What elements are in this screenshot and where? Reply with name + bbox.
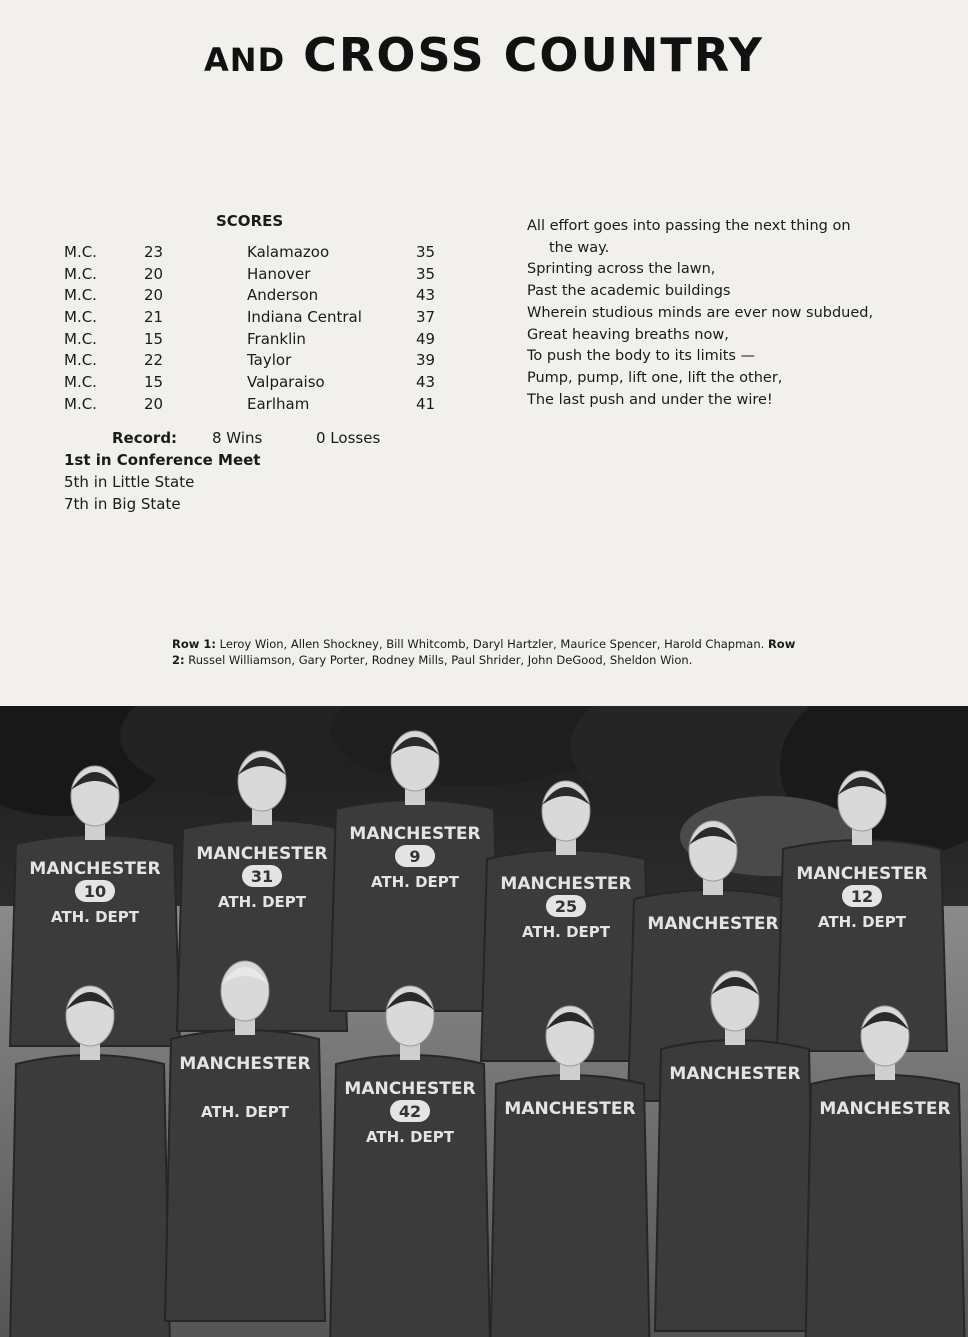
poem-line: All effort goes into passing the next thing on	[527, 218, 851, 234]
jersey-number: 9	[409, 847, 421, 866]
little-state-finish: 5th in Little State	[64, 473, 195, 491]
record-losses: 0 Losses	[316, 429, 381, 447]
meet-finishes	[64, 451, 260, 517]
poem-line: Pump, pump, lift one, lift the other,	[527, 369, 783, 386]
sweatshirt-lettering: MANCHESTER	[504, 1099, 636, 1119]
team-photo	[0, 706, 968, 1337]
sweatshirt-lettering: MANCHESTER	[500, 874, 632, 894]
caption-row1-names: Leroy Wion, Allen Shockney, Bill Whitcomb, Daryl Hartzler, Maurice Spencer, Harold Chapman.	[215, 637, 768, 651]
opponent-score: 35	[416, 243, 436, 261]
caption-row2-label: Row 2:	[172, 637, 796, 667]
team-score: 20	[144, 264, 164, 283]
sweatshirt-dept: ATH. DEPT	[817, 913, 907, 931]
opponent-score: 39	[416, 351, 436, 370]
sweatshirt-dept: ATH. DEPT	[50, 908, 140, 926]
sweatshirt	[10, 1055, 170, 1337]
opponent-name: Kalamazoo	[247, 243, 330, 261]
sweatshirt-lettering: MANCHESTER	[179, 1054, 311, 1074]
team-score: 20	[144, 286, 164, 305]
sweatshirt-lettering: MANCHESTER	[647, 914, 779, 934]
team-score: 20	[144, 394, 164, 413]
title-prefix: AND	[204, 41, 286, 79]
poem-line: Great heaving breaths now,	[527, 326, 729, 343]
jersey-number: 31	[250, 867, 274, 886]
conference-finish: 1st in Conference Meet	[64, 451, 261, 469]
opponent-name: Taylor	[247, 351, 292, 370]
record-wins: 8 Wins	[212, 429, 263, 447]
team-name: M.C.	[64, 264, 97, 283]
opponent-score: 41	[416, 394, 436, 413]
sweatshirt-lettering: MANCHESTER	[196, 844, 328, 864]
team-score: 21	[144, 308, 164, 327]
sweatshirt-lettering: MANCHESTER	[796, 864, 928, 884]
poem-line: the way.	[549, 239, 610, 256]
poem-line: Wherein studious minds are ever now subdued,	[527, 304, 874, 321]
team-score: 22	[144, 351, 164, 370]
team-name: M.C.	[64, 286, 97, 305]
record-label: Record:	[112, 429, 178, 447]
title-main: CROSS COUNTRY	[303, 28, 764, 82]
sweatshirt-dept: ATH. DEPT	[365, 1128, 455, 1146]
opponent-name: Earlham	[247, 394, 310, 413]
opponent-score: 43	[416, 286, 436, 305]
sweatshirt-lettering: MANCHESTER	[669, 1064, 801, 1084]
sweatshirt-dept: ATH. DEPT	[217, 893, 307, 911]
sweatshirt-lettering: MANCHESTER	[344, 1079, 476, 1099]
team-name: M.C.	[64, 394, 97, 413]
team-score: 15	[144, 329, 164, 348]
team-name: M.C.	[64, 351, 97, 370]
opponent-score: 35	[416, 264, 436, 283]
jersey-number: 12	[850, 887, 874, 906]
jersey-number: 25	[554, 897, 578, 916]
team-score: 15	[144, 373, 164, 392]
team-name: M.C.	[64, 329, 97, 348]
team-name: M.C.	[64, 373, 97, 392]
opponent-name: Indiana Central	[247, 308, 362, 327]
poem-line: Sprinting across the lawn,	[527, 261, 716, 278]
jersey-number: 42	[398, 1102, 422, 1121]
jersey-number: 10	[83, 882, 107, 901]
opponent-score: 37	[416, 308, 436, 327]
poem	[527, 216, 947, 411]
team-name: M.C.	[64, 308, 97, 327]
caption-row2-names: Russel Williamson, Gary Porter, Rodney Mills, Paul Shrider, John DeGood, Sheldon Wion.	[184, 653, 693, 667]
caption-row1-label: Row 1:	[172, 637, 216, 651]
sweatshirt-lettering: MANCHESTER	[349, 824, 481, 844]
team-score: 23	[144, 243, 164, 261]
photo-caption	[172, 636, 802, 668]
opponent-name: Hanover	[247, 264, 311, 283]
team-name: M.C.	[64, 243, 97, 261]
sweatshirt-dept: ATH. DEPT	[521, 923, 611, 941]
opponent-name: Valparaiso	[247, 373, 325, 392]
poem-line: The last push and under the wire!	[527, 391, 773, 408]
scores-heading: SCORES	[216, 212, 284, 230]
opponent-score: 43	[416, 373, 436, 392]
opponent-score: 49	[416, 329, 436, 348]
big-state-finish: 7th in Big State	[64, 495, 181, 513]
poem-line: To push the body to its limits —	[527, 348, 756, 365]
poem-line: Past the academic buildings	[527, 283, 731, 300]
sweatshirt-dept: ATH. DEPT	[200, 1103, 290, 1121]
opponent-name: Franklin	[247, 329, 306, 348]
sweatshirt-lettering: MANCHESTER	[29, 859, 161, 879]
sweatshirt-dept: ATH. DEPT	[370, 873, 460, 891]
opponent-name: Anderson	[247, 286, 319, 305]
season-record	[112, 429, 381, 447]
sweatshirt-lettering: MANCHESTER	[819, 1099, 951, 1119]
team-photo-image	[0, 706, 968, 1337]
page-title	[0, 28, 968, 82]
